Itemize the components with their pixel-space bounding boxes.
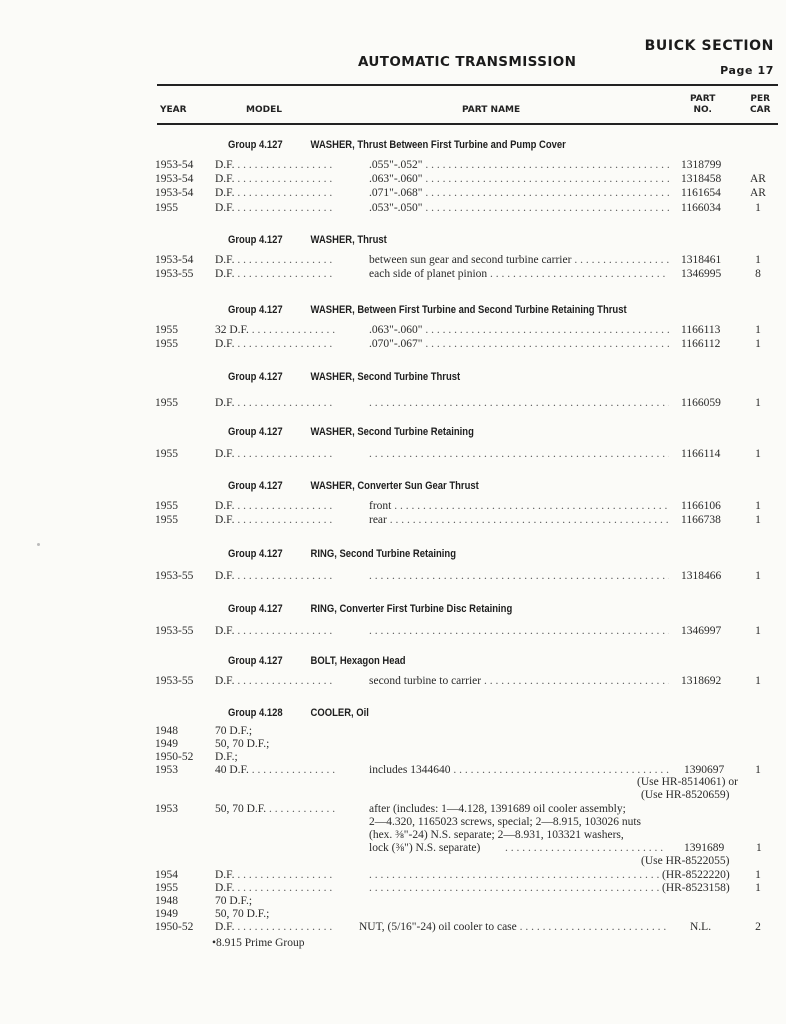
row-part-no: 1318458 [681, 173, 722, 186]
table-row [0, 921, 786, 934]
row-model: D.F. . . . [215, 570, 335, 583]
group-number: Group 4.127 [228, 371, 283, 383]
row-model: D.F. . . . [215, 921, 335, 934]
group-part-name: WASHER, Converter Sun Gear Thrust [310, 480, 479, 492]
row-part-desc: after (includes: 1—4.128, 1391689 oil cooler assembly; [369, 803, 626, 815]
row-per-car: 1 [755, 764, 761, 776]
row-year: 1953-55 [155, 570, 194, 582]
group-number: Group 4.127 [228, 304, 283, 316]
row-model: D.F. . . . [215, 159, 335, 172]
table-row [0, 324, 786, 337]
group-heading [228, 371, 460, 385]
row-part-desc: .063"-.060" . . . [369, 173, 669, 186]
table-row [0, 895, 786, 908]
row-year: 1953-55 [155, 675, 194, 687]
row-per-car: 1 [755, 514, 761, 527]
table-row [0, 570, 786, 583]
table-row [0, 625, 786, 638]
row-part-desc: each side of planet pinion . . . [369, 268, 669, 281]
table-row [0, 268, 786, 281]
row-per-car: 1 [756, 842, 762, 854]
row-part-desc: between sun gear and second turbine carrier . . . [369, 254, 669, 267]
row-per-car: 1 [755, 324, 761, 336]
row-per-car: 1 [755, 675, 761, 687]
row-per-car: 1 [755, 869, 761, 881]
row-part-no: 1166113 [681, 324, 721, 336]
table-row [0, 397, 786, 410]
row-part-desc: (hex. ⅜"-24) N.S. separate; 2—8.931, 103321 washers, [369, 829, 624, 841]
table-row [0, 173, 786, 186]
group-number: Group 4.127 [228, 480, 283, 492]
page-title: AUTOMATIC TRANSMISSION [358, 54, 577, 70]
group-part-name: COOLER, Oil [310, 707, 369, 719]
supersede-note: (Use HR-8522055) [641, 855, 730, 867]
group-heading [228, 707, 369, 721]
row-model: D.F. . . . [215, 254, 335, 267]
row-part-no: 1391689 [684, 842, 725, 854]
row-model: D.F.; [215, 751, 238, 763]
row-part-desc: includes 1344640 . . . [369, 764, 669, 777]
row-per-car: AR [750, 187, 766, 200]
row-per-car: 1 [755, 448, 761, 460]
row-per-car: 8 [755, 268, 761, 281]
col-model-header: MODEL [246, 105, 282, 115]
col-per-car-header [750, 94, 771, 116]
row-part-no: 1166106 [681, 500, 721, 512]
row-year: 1950-52 [155, 921, 194, 933]
table-row [0, 500, 786, 513]
row-per-car: 1 [755, 500, 761, 512]
group-heading [228, 548, 456, 562]
row-year: 1955 [155, 514, 178, 527]
col-part-name-header: PART NAME [462, 105, 521, 115]
row-year: 1953-54 [155, 173, 194, 186]
row-part-desc: .063"-.060" . . . [369, 324, 669, 337]
row-part-no: 1346997 [681, 625, 722, 637]
row-model: D.F. . . . [215, 397, 335, 410]
row-part-no: 1318799 [681, 159, 722, 171]
row-part-no: 1318466 [681, 570, 722, 582]
row-part-no: (HR-8522220) [662, 869, 730, 881]
col-part-no-line1: PART [690, 94, 716, 104]
row-part-no: 1346995 [681, 268, 722, 281]
row-year: 1954 [155, 869, 178, 881]
row-year: 1953-55 [155, 268, 194, 281]
row-model: D.F. . . . [215, 500, 335, 513]
row-part-desc: .070"-.067" . . . [369, 338, 669, 351]
row-model: 40 D.F. . . . [215, 764, 335, 777]
row-part-desc [369, 625, 669, 638]
row-part-desc: second turbine to carrier . . . [369, 675, 669, 688]
col-year-header: YEAR [160, 105, 187, 115]
row-part-no: N.L. [690, 921, 712, 933]
row-year: 1955 [155, 201, 178, 214]
row-model: D.F. . . . [215, 338, 335, 351]
group-heading [228, 139, 566, 153]
row-per-car: 2 [755, 921, 761, 933]
row-year: 1953 [155, 764, 178, 776]
row-year: 1955 [155, 882, 178, 894]
group-number: Group 4.127 [228, 548, 283, 560]
row-part-desc [369, 448, 669, 461]
group-heading [228, 655, 406, 669]
row-part-no: 1166738 [681, 514, 721, 527]
section-title: BUICK SECTION [644, 38, 774, 54]
row-year: 1955 [155, 338, 178, 351]
row-year: 1953-55 [155, 625, 194, 637]
row-part-desc [369, 397, 669, 410]
row-model: D.F. . . . [215, 448, 335, 461]
row-year: 1953-54 [155, 254, 194, 266]
row-part-desc: .071"-.068" . . . [369, 187, 669, 200]
row-year: 1955 [155, 500, 178, 512]
group-heading [228, 426, 474, 440]
table-row [0, 338, 786, 351]
row-part-no: (HR-8523158) [662, 882, 730, 894]
row-model: D.F. . . . [215, 202, 335, 215]
row-per-car: 1 [755, 397, 761, 409]
row-part-desc: rear . . . [369, 514, 669, 527]
row-model: D.F. . . . [215, 625, 335, 638]
row-model: D.F. . . . [215, 514, 335, 527]
table-row [0, 908, 786, 921]
group-heading [228, 304, 627, 318]
row-year: 1955 [155, 324, 178, 336]
row-part-no: 1318692 [681, 675, 722, 687]
row-per-car: AR [750, 173, 766, 186]
row-part-desc: 2—4.320, 1165023 screws, special; 2—8.915, 103026 nuts [369, 816, 642, 828]
table-row [0, 514, 786, 527]
group-part-name: RING, Converter First Turbine Disc Retaining [310, 603, 513, 615]
group-part-name: WASHER, Second Turbine Thrust [310, 371, 461, 383]
table-row [0, 882, 786, 895]
row-part-desc: NUT, (5/16"-24) oil cooler to case . . . [359, 921, 669, 934]
table-row [0, 869, 786, 882]
table-row [0, 738, 786, 751]
group-number: Group 4.127 [228, 139, 283, 151]
row-part-desc [369, 570, 669, 583]
row-model: 50, 70 D.F. . . . [215, 803, 335, 816]
row-model: D.F. . . . [215, 268, 335, 281]
group-number: Group 4.127 [228, 603, 283, 615]
row-year: 1955 [155, 448, 178, 460]
table-row [0, 254, 786, 267]
row-model: 32 D.F. . . . [215, 324, 335, 337]
row-year: 1950-52 [155, 751, 194, 763]
row-part-no: 1390697 [684, 764, 725, 776]
table-row [0, 448, 786, 461]
row-year: 1953-54 [155, 159, 194, 171]
row-model: 50, 70 D.F.; [215, 738, 270, 750]
group-part-name: BOLT, Hexagon Head [310, 655, 406, 667]
group-number: Group 4.127 [228, 655, 283, 667]
table-row [0, 187, 786, 200]
supersede-note: (Use HR-8514061) or [637, 776, 738, 788]
row-model: D.F. . . . [215, 187, 335, 200]
row-part-no: 1161654 [681, 187, 721, 200]
group-part-name: WASHER, Between First Turbine and Second Turbine Retaining Thrust [310, 304, 627, 316]
row-year: 1953 [155, 803, 178, 815]
table-row [0, 159, 786, 172]
table-row [0, 202, 786, 215]
row-per-car: 1 [755, 882, 761, 894]
group-heading [228, 603, 512, 617]
row-part-desc: lock (⅜") N.S. separate) [369, 842, 481, 854]
group-part-name: RING, Second Turbine Retaining [310, 548, 456, 560]
row-year: 1948 [155, 895, 178, 907]
row-part-no: 1166112 [681, 338, 721, 351]
row-per-car: 1 [755, 254, 761, 266]
row-year: 1953-54 [155, 187, 194, 200]
row-per-car: 1 [755, 570, 761, 582]
row-part-no: 1318461 [681, 254, 722, 266]
group-part-name: WASHER, Second Turbine Retaining [310, 426, 474, 438]
group-heading [228, 480, 479, 494]
row-part-no: 1166114 [681, 448, 721, 460]
row-part-desc: . . . . . . . . . . . . . . . . . . . . . . . . . . . . [505, 842, 664, 854]
table-row [0, 675, 786, 688]
row-model: 50, 70 D.F.; [215, 908, 270, 920]
row-model: 70 D.F.; [215, 895, 253, 907]
row-part-desc: front . . . [369, 500, 669, 513]
row-year: 1949 [155, 908, 178, 920]
row-model: D.F. . . . [215, 173, 335, 186]
header-rule [157, 84, 778, 86]
group-part-name: WASHER, Thrust [310, 234, 387, 246]
supersede-note: (Use HR-8520659) [641, 789, 730, 801]
row-model: D.F. . . . [215, 882, 335, 895]
column-header-rule [157, 123, 778, 125]
footnote: •8.915 Prime Group [212, 937, 305, 949]
table-row [0, 751, 786, 764]
row-part-no: 1166059 [681, 397, 721, 409]
col-per-car-line2: CAR [750, 105, 771, 115]
group-number: Group 4.127 [228, 234, 283, 246]
group-number: Group 4.127 [228, 426, 283, 438]
row-model: D.F. . . . [215, 675, 335, 688]
scan-speck [37, 543, 40, 546]
row-part-desc: .053"-.050" . . . [369, 202, 669, 215]
col-part-no-line2: NO. [693, 105, 712, 115]
row-per-car: 1 [755, 338, 761, 351]
page-number: Page 17 [720, 64, 774, 77]
row-year: 1949 [155, 738, 178, 750]
row-per-car: 1 [755, 201, 761, 214]
row-year: 1955 [155, 397, 178, 409]
row-part-no: 1166034 [681, 201, 721, 214]
row-part-desc [369, 869, 659, 882]
row-year: 1948 [155, 725, 178, 737]
col-per-car-line1: PER [750, 94, 771, 104]
col-part-no-header [690, 94, 715, 116]
group-number: Group 4.128 [228, 707, 283, 719]
row-model: 70 D.F.; [215, 725, 253, 737]
row-part-desc: .055"-.052" . . . [369, 159, 669, 172]
row-model: D.F. . . . [215, 869, 335, 882]
group-part-name: WASHER, Thrust Between First Turbine and Pump Cover [310, 139, 566, 151]
group-heading [228, 234, 387, 248]
table-row [0, 725, 786, 738]
row-per-car: 1 [755, 625, 761, 637]
row-part-desc [369, 882, 659, 895]
